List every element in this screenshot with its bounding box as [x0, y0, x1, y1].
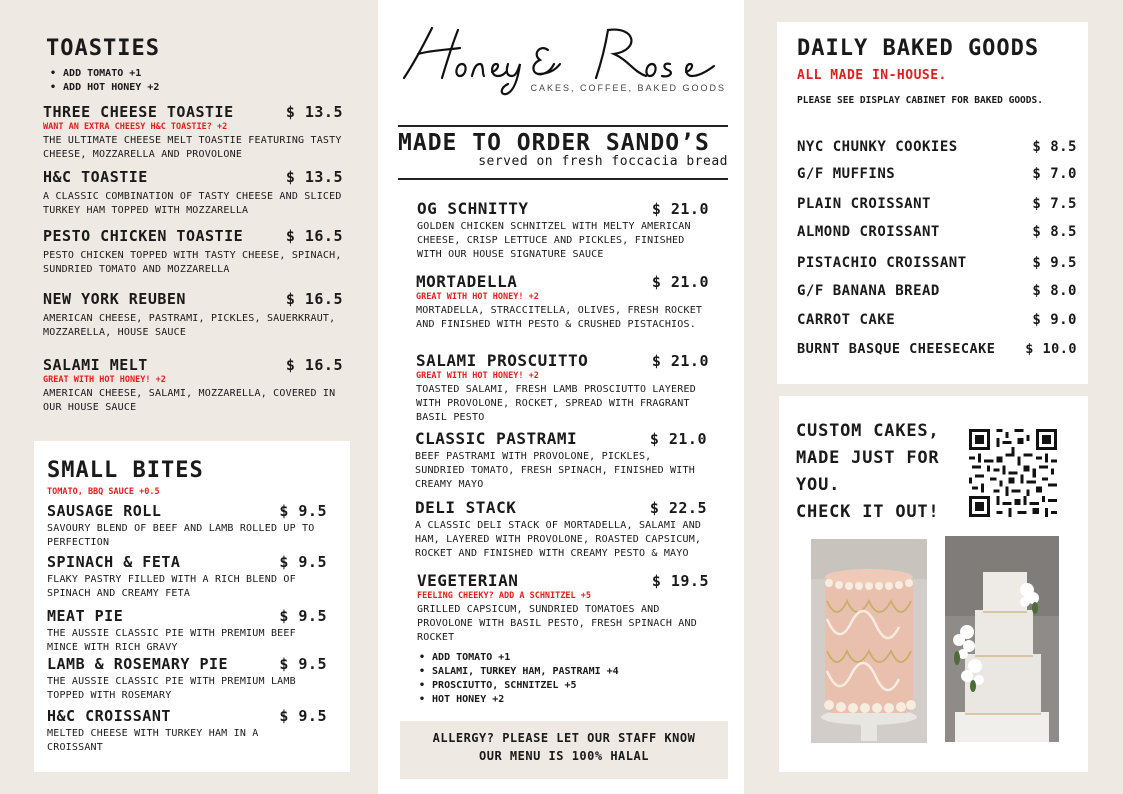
item-price: $ 19.5	[651, 572, 709, 590]
item-price: $ 9.5	[279, 655, 327, 673]
menu-item-meat-pie	[47, 607, 327, 655]
baked-goods-subtitle: ALL MADE IN-HOUSE.	[797, 68, 947, 83]
menu-item-hc-toastie	[43, 168, 343, 218]
item-note: WANT AN EXTRA CHEESY H&C TOASTIE? +2	[43, 122, 228, 132]
menu-item-hc-croissant	[47, 707, 327, 755]
item-description: GOLDEN CHICKEN SCHNITZEL WITH MELTY AMERICAN CHEESE, CRISP LETTUCE AND PICKLES, FINISHED WITH OUR HOUSE SIGNATURE SAUCE	[417, 221, 691, 260]
toasties-addon: • ADD TOMATO +1	[50, 67, 159, 81]
sandos-addon: • HOT HONEY +2	[419, 693, 619, 707]
menu-item-spinach-feta	[47, 553, 327, 601]
item-name: G/F MUFFINS	[797, 166, 896, 182]
item-name: G/F BANANA BREAD	[797, 283, 940, 299]
item-description: THE AUSSIE CLASSIC PIE WITH PREMIUM LAMB TOPPED WITH ROSEMARY	[47, 676, 296, 701]
item-description: THE AUSSIE CLASSIC PIE WITH PREMIUM BEEF MINCE WITH RICH GRAVY	[47, 628, 296, 653]
right-column	[744, 0, 1123, 794]
item-name: THREE CHEESE TOASTIE	[43, 103, 234, 121]
sandos-addon: • SALAMI, TURKEY HAM, PASTRAMI +4	[419, 665, 619, 679]
item-description: BEEF PASTRAMI WITH PROVOLONE, PICKLES, SUNDRIED TOMATO, FRESH SPINACH, FINISHED WITH CREAMY MAYO	[415, 451, 695, 490]
item-description: MELTED CHEESE WITH TURKEY HAM IN A CROISSANT	[47, 728, 259, 753]
custom-cakes-line: MADE JUST FOR	[796, 448, 940, 468]
halal-line: OUR MENU IS 100% HALAL	[479, 749, 649, 763]
baked-goods-note: PLEASE SEE DISPLAY CABINET FOR BAKED GOODS.	[797, 95, 1043, 106]
item-name: SPINACH & FETA	[47, 553, 181, 571]
menu-item-sausage-roll	[47, 502, 327, 550]
item-name: H&C TOASTIE	[43, 168, 148, 186]
sandos-addon: • ADD TOMATO +1	[419, 651, 619, 665]
item-price: $ 9.5	[279, 502, 327, 520]
item-name: PESTO CHICKEN TOASTIE	[43, 227, 244, 245]
small-bites-title: SMALL BITES	[47, 458, 204, 483]
item-price: $ 9.5	[279, 707, 327, 725]
item-name: NEW YORK REUBEN	[43, 290, 186, 308]
item-name: VEGETERIAN	[417, 571, 519, 590]
item-name: NYC CHUNKY COOKIES	[797, 139, 958, 155]
menu-item-lamb-rosemary-pie	[47, 655, 327, 703]
menu-item-three-cheese-toastie	[43, 103, 343, 162]
small-bites-note: TOMATO, BBQ SAUCE +0.5	[47, 487, 160, 497]
item-description: PESTO CHICKEN TOPPED WITH TASTY CHEESE, SPINACH, SUNDRIED TOMATO AND MOZZARELLA	[43, 250, 342, 275]
item-name: BURNT BASQUE CHEESECAKE	[797, 341, 996, 357]
item-note: GREAT WITH HOT HONEY! +2	[416, 371, 539, 381]
item-name: PLAIN CROISSANT	[797, 196, 931, 212]
menu-item-vegeterian	[417, 571, 709, 645]
item-price: $ 22.5	[649, 499, 707, 517]
toasties-addons	[50, 67, 159, 95]
menu-item-mortadella	[416, 272, 709, 332]
item-price: $ 16.5	[285, 290, 343, 308]
item-name: PISTACHIO CROISSANT	[797, 255, 967, 271]
baked-item	[797, 341, 1077, 357]
menu-item-salami-proscuitto	[416, 351, 709, 425]
item-price: $ 13.5	[285, 103, 343, 121]
sandos-addons	[419, 651, 619, 707]
item-price: $ 9.5	[1032, 255, 1077, 271]
menu-item-pesto-chicken-toastie	[43, 227, 343, 277]
baked-goods-title: DAILY BAKED GOODS	[797, 36, 1040, 61]
item-description: MORTADELLA, STRACCITELLA, OLIVES, FRESH ROCKET AND FINISHED WITH PESTO & CRUSHED PISTACHIOS.	[416, 305, 703, 330]
baked-item	[797, 312, 1077, 328]
item-description: TOASTED SALAMI, FRESH LAMB PROSCIUTTO LAYERED WITH PROVOLONE, ROCKET, SPREAD WITH FRAGRANT BASIL PESTO	[416, 384, 696, 423]
toasties-title: TOASTIES	[46, 36, 160, 61]
middle-column	[378, 0, 744, 794]
item-name: ALMOND CROISSANT	[797, 224, 940, 240]
small-bites-panel	[34, 441, 350, 772]
allergy-line: ALLERGY? PLEASE LET OUR STAFF KNOW	[432, 731, 696, 745]
toasties-panel	[30, 22, 352, 424]
item-price: $ 21.0	[651, 273, 709, 291]
toasties-addon: • ADD HOT HONEY +2	[50, 81, 159, 95]
item-price: $ 13.5	[285, 168, 343, 186]
item-name: LAMB & ROSEMARY PIE	[47, 655, 229, 673]
item-name: SAUSAGE ROLL	[47, 502, 162, 520]
item-name: CLASSIC PASTRAMI	[415, 429, 578, 448]
item-note: GREAT WITH HOT HONEY! +2	[43, 375, 166, 385]
item-price: $ 8.0	[1032, 283, 1077, 299]
item-price: $ 9.5	[279, 607, 327, 625]
item-price: $ 8.5	[1032, 224, 1077, 240]
baked-goods-panel	[777, 22, 1088, 384]
menu-item-deli-stack	[415, 498, 712, 561]
baked-item	[797, 196, 1077, 212]
item-name: OG SCHNITTY	[417, 199, 529, 218]
brand-tagline: CAKES, COFFEE, BAKED GOODS	[530, 83, 726, 93]
item-price: $ 9.0	[1032, 312, 1077, 328]
item-price: $ 10.0	[1025, 341, 1077, 357]
white-tiered-cake-photo	[945, 536, 1059, 742]
custom-cakes-text	[796, 418, 939, 526]
item-price: $ 9.5	[279, 553, 327, 571]
item-name: MORTADELLA	[416, 272, 518, 291]
baked-item	[797, 283, 1077, 299]
item-note: FEELING CHEEKY? ADD A SCHNITZEL +5	[417, 591, 591, 601]
item-description: GRILLED CAPSICUM, SUNDRIED TOMATOES AND PROVOLONE WITH BASIL PESTO, FRESH SPINACH AND ROCKET	[417, 604, 697, 643]
item-price: $ 16.5	[285, 227, 343, 245]
item-price: $ 7.0	[1032, 166, 1077, 182]
menu-item-salami-melt	[43, 356, 343, 415]
item-price: $ 21.0	[649, 430, 707, 448]
sandos-addon: • PROSCIUTTO, SCHNITZEL +5	[419, 679, 619, 693]
item-description: THE ULTIMATE CHEESE MELT TOASTIE FEATURING TASTY CHEESE, MOZZARELLA AND PROVOLONE	[43, 135, 342, 160]
item-name: DELI STACK	[415, 498, 517, 517]
item-price: $ 7.5	[1032, 196, 1077, 212]
baked-item	[797, 255, 1077, 271]
custom-cakes-line: CHECK IT OUT!	[796, 502, 940, 522]
item-price: $ 21.0	[651, 200, 709, 218]
baked-item	[797, 166, 1077, 182]
menu-item-classic-pastrami	[415, 429, 707, 492]
item-price: $ 8.5	[1032, 139, 1077, 155]
item-price: $ 21.0	[651, 352, 709, 370]
item-description: AMERICAN CHEESE, PASTRAMI, PICKLES, SAUERKRAUT, MOZZARELLA, HOUSE SAUCE	[43, 313, 336, 338]
custom-cakes-line: CUSTOM CAKES,	[796, 421, 940, 441]
custom-cakes-panel	[779, 396, 1088, 772]
item-description: A CLASSIC DELI STACK OF MORTADELLA, SALAMI AND HAM, LAYERED WITH PROVOLONE, ROASTED CAPSICUM, ROCKET AND FINISHED WITH CREAMY PESTO & MAYO	[415, 520, 702, 559]
sandos-title: MADE TO ORDER SANDO’S	[398, 130, 710, 156]
item-description: A CLASSIC COMBINATION OF TASTY CHEESE AND SLICED TURKEY HAM TOPPED WITH MOZZARELLA	[43, 191, 342, 216]
item-name: MEAT PIE	[47, 607, 124, 625]
qr-code-icon[interactable]	[969, 429, 1057, 517]
item-name: SALAMI PROSCUITTO	[416, 351, 589, 370]
item-note: GREAT WITH HOT HONEY! +2	[416, 292, 539, 302]
item-name: SALAMI MELT	[43, 356, 148, 374]
item-description: AMERICAN CHEESE, SALAMI, MOZZARELLA, COVERED IN OUR HOUSE SAUCE	[43, 388, 336, 413]
allergy-notice	[400, 721, 728, 779]
divider	[398, 178, 728, 180]
divider	[398, 125, 728, 127]
baked-item	[797, 139, 1077, 155]
item-price: $ 16.5	[285, 356, 343, 374]
sandos-subtitle: served on fresh foccacia bread	[478, 154, 728, 169]
item-name: H&C CROISSANT	[47, 707, 171, 725]
baked-item	[797, 224, 1077, 240]
item-description: FLAKY PASTRY FILLED WITH A RICH BLEND OF SPINACH AND CREAMY FETA	[47, 574, 296, 599]
custom-cakes-line: YOU.	[796, 475, 841, 495]
pink-cake-photo	[811, 539, 927, 743]
item-description: SAVOURY BLEND OF BEEF AND LAMB ROLLED UP TO PERFECTION	[47, 523, 315, 548]
menu-item-og-schnitty	[417, 199, 709, 262]
item-name: CARROT CAKE	[797, 312, 896, 328]
left-column	[0, 0, 378, 794]
menu-item-new-york-reuben	[43, 290, 348, 340]
